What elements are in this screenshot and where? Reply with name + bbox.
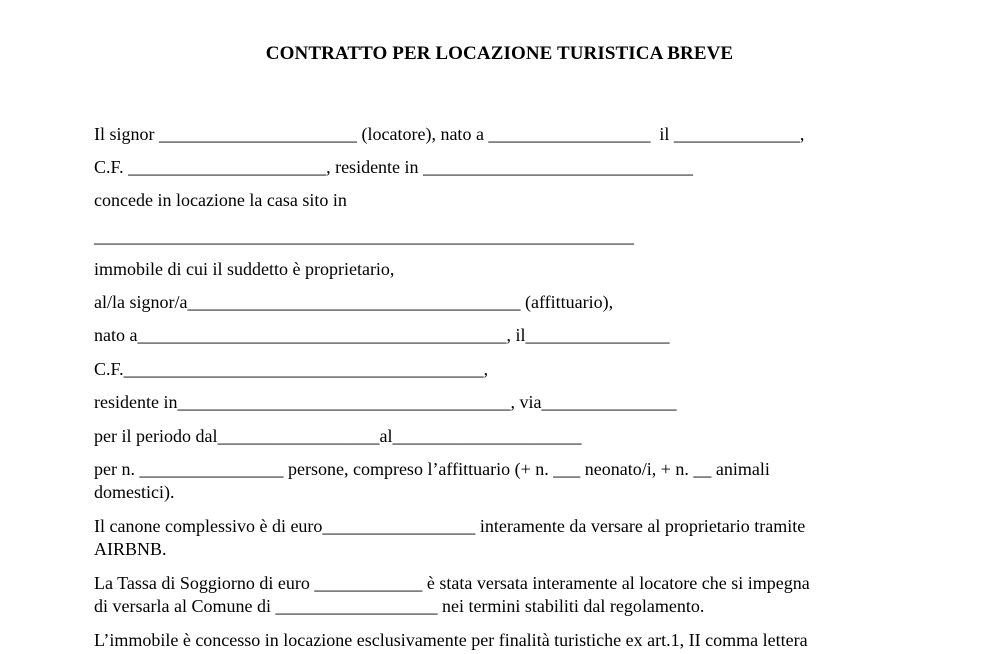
text-line-finalita: L’immobile è concesso in locazione esclusivamente per finalità turistiche ex art.1, II comma lettera (94, 630, 808, 650)
document-title: CONTRATTO PER LOCAZIONE TURISTICA BREVE (265, 43, 734, 64)
text-line-locatore: Il signor ______________________ (locatore), nato a __________________ il ______________, (94, 124, 805, 144)
text-line-locatore-cf: C.F. ______________________, residente in ______________________________ (94, 157, 694, 177)
text-line-tassa-cont: di versarla al Comune di __________________ nei termini stabiliti dal regolamento. (94, 596, 705, 616)
text-line-canone: Il canone complessivo è di euro_________________ interamente da versare al proprietario tramite (94, 516, 806, 536)
text-line-affittuario-cf: C.F.________________________________________, (94, 359, 489, 379)
text-line-persone-cont: domestici). (94, 482, 175, 502)
text-line-proprietario: immobile di cui il suddetto è proprietario, (94, 259, 395, 279)
text-line-concede: concede in locazione la casa sito in (94, 190, 347, 210)
text-line-affittuario-nato: nato a_________________________________________, il________________ (94, 325, 670, 345)
text-line-persone: per n. ________________ persone, compreso l’affittuario (+ n. ___ neonato/i, + n. __ animali (94, 459, 770, 479)
text-line-indirizzo-blank: ____________________________________________________________ (94, 226, 634, 246)
text-line-affittuario-residente: residente in_____________________________________, via_______________ (94, 392, 677, 412)
text-line-periodo: per il periodo dal__________________al_____________________ (94, 426, 582, 446)
text-line-canone-cont: AIRBNB. (94, 539, 167, 559)
text-line-tassa: La Tassa di Soggiorno di euro ____________ è stata versata interamente al locatore che si impegna (94, 573, 810, 593)
text-line-affittuario: al/la signor/a_____________________________________ (affittuario), (94, 292, 614, 312)
